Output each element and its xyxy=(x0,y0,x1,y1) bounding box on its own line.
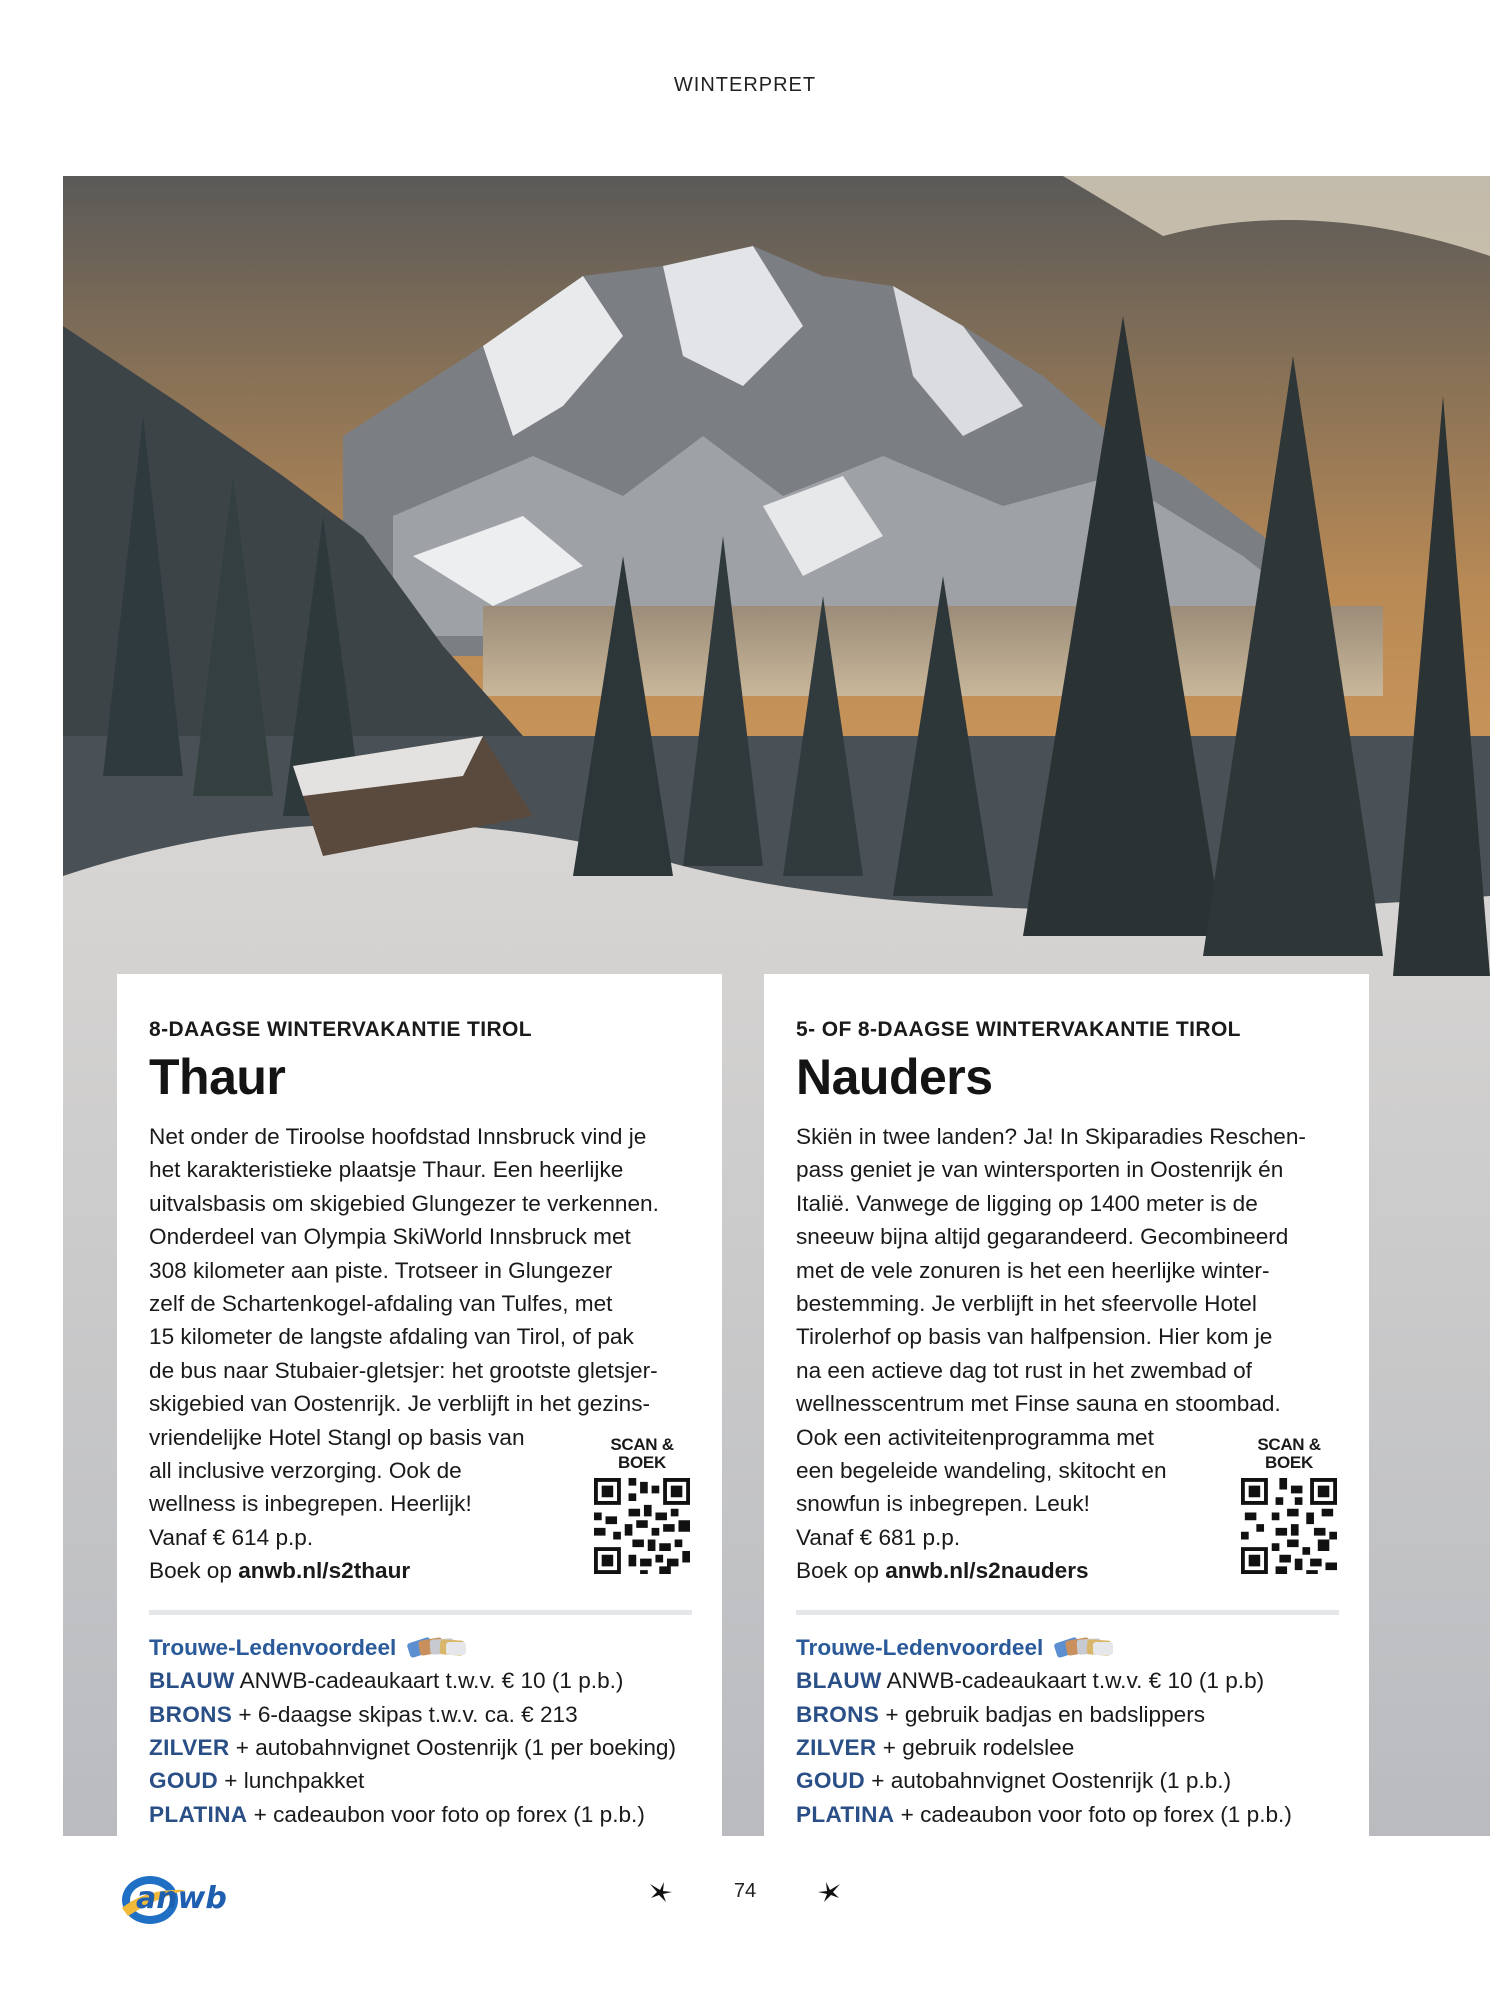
book-prefix: Boek op xyxy=(796,1558,879,1584)
description-line: de bus naar Stubaier-gletsjer: het grootste gletsjer- xyxy=(149,1357,658,1383)
member-benefits xyxy=(149,1631,692,1831)
offer-title: Thaur xyxy=(149,1049,286,1105)
description-line: wellness is inbegrepen. Heerlijk! xyxy=(149,1491,472,1517)
scan-and-book xyxy=(1239,1436,1339,1583)
qr-code-icon[interactable] xyxy=(1241,1478,1337,1574)
benefit-text: + cadeaubon voor foto op forex (1 p.b.) xyxy=(247,1801,645,1827)
description-line: Onderdeel van Olympia SkiWorld Innsbruck met xyxy=(149,1224,631,1250)
benefit-text: + gebruik badjas en badslippers xyxy=(879,1701,1206,1727)
benefit-text: + cadeaubon voor foto op forex (1 p.b.) xyxy=(894,1801,1292,1827)
description-line: wellnesscentrum met Finse sauna en stoombad. xyxy=(796,1391,1281,1417)
tier-label: GOUD xyxy=(149,1768,218,1794)
benefit-row xyxy=(796,1798,1339,1831)
member-benefits-heading: Trouwe-Ledenvoordeel xyxy=(796,1634,1044,1660)
book-prefix: Boek op xyxy=(149,1558,232,1584)
benefit-row xyxy=(796,1731,1339,1764)
scan-label-line: BOEK xyxy=(618,1453,666,1472)
benefit-text: + 6-daagse skipas t.w.v. ca. € 213 xyxy=(232,1701,578,1727)
tier-label: ZILVER xyxy=(149,1734,230,1760)
divider xyxy=(796,1610,1339,1615)
benefit-row xyxy=(149,1664,692,1697)
tier-label: BRONS xyxy=(796,1701,880,1727)
benefit-text: + lunchpakket xyxy=(217,1768,365,1794)
member-benefits xyxy=(796,1631,1339,1831)
benefit-row xyxy=(796,1664,1339,1697)
scan-label xyxy=(592,1436,692,1472)
benefit-row xyxy=(796,1764,1339,1797)
offer-description xyxy=(149,1120,692,1588)
description-line: het karakteristieke plaatsje Thaur. Een heerlijke xyxy=(149,1157,624,1183)
scan-label xyxy=(1239,1436,1339,1472)
member-benefits-heading: Trouwe-Ledenvoordeel xyxy=(149,1634,397,1660)
page-number: 74 xyxy=(733,1880,757,1902)
description-line: skigebied van Oostenrijk. Je verblijft in het gezins- xyxy=(149,1391,651,1417)
description-line: Italië. Vanwege de ligging op 1400 meter is de xyxy=(796,1190,1258,1216)
benefit-text: + autobahnvignet Oostenrijk (1 per boeking) xyxy=(229,1734,676,1760)
membership-cards-icon xyxy=(1053,1634,1115,1660)
benefit-row xyxy=(149,1698,692,1731)
member-benefits-title xyxy=(796,1631,1339,1664)
offer-kicker: 5- OF 8-DAAGSE WINTERVAKANTIE TIROL xyxy=(796,1018,1241,1041)
description-line: sneeuw bijna altijd gegarandeerd. Gecombineerd xyxy=(796,1224,1289,1250)
offer-price: Vanaf € 614 p.p. xyxy=(149,1524,314,1550)
description-line: Net onder de Tiroolse hoofdstad Innsbruck vind je xyxy=(149,1124,647,1149)
bird-icon xyxy=(648,1880,674,1904)
book-link[interactable]: anwb.nl/s2thaur xyxy=(238,1558,411,1584)
membership-cards-icon xyxy=(406,1634,468,1660)
tier-label: GOUD xyxy=(796,1768,865,1794)
divider xyxy=(149,1610,692,1615)
offer-description xyxy=(796,1120,1339,1588)
tier-label: PLATINA xyxy=(149,1801,248,1827)
description-line: Skiën in twee landen? Ja! In Skiparadies Reschen- xyxy=(796,1124,1306,1149)
benefit-row xyxy=(149,1764,692,1797)
description-line: all inclusive verzorging. Ook de xyxy=(149,1458,462,1484)
description-line: na een actieve dag tot rust in het zwembad of xyxy=(796,1357,1252,1383)
benefit-row xyxy=(149,1731,692,1764)
scan-label-line: SCAN & xyxy=(610,1435,674,1454)
description-line: Ook een activiteitenprogramma met xyxy=(796,1424,1154,1450)
tier-label: PLATINA xyxy=(796,1801,895,1827)
tier-label: BRONS xyxy=(149,1701,233,1727)
qr-code-icon[interactable] xyxy=(594,1478,690,1574)
description-line: bestemming. Je verblijft in het sfeervolle Hotel xyxy=(796,1291,1257,1317)
offer-price: Vanaf € 681 p.p. xyxy=(796,1524,961,1550)
offer-title: Nauders xyxy=(796,1049,993,1105)
description-line: snowfun is inbegrepen. Leuk! xyxy=(796,1491,1090,1517)
offer-card-nauders xyxy=(764,974,1369,1836)
benefit-text: ANWB-cadeaukaart t.w.v. € 10 (1 p.b.) xyxy=(234,1668,624,1694)
description-line: uitvalsbasis om skigebied Glungezer te verkennen. xyxy=(149,1190,659,1216)
description-line: met de vele zonuren is het een heerlijke winter- xyxy=(796,1257,1270,1283)
benefit-text: ANWB-cadeaukaart t.w.v. € 10 (1 p.b) xyxy=(881,1668,1265,1694)
logo-text: anwb xyxy=(136,1881,227,1916)
book-link[interactable]: anwb.nl/s2nauders xyxy=(885,1558,1089,1584)
offer-kicker: 8-DAAGSE WINTERVAKANTIE TIROL xyxy=(149,1018,532,1041)
bird-icon xyxy=(816,1880,842,1904)
description-line: Tirolerhof op basis van halfpension. Hier kom je xyxy=(796,1324,1273,1350)
tier-label: BLAUW xyxy=(796,1668,882,1694)
benefit-text: + gebruik rodelslee xyxy=(876,1734,1075,1760)
description-line: zelf de Schartenkogel-afdaling van Tulfes, met xyxy=(149,1291,613,1317)
offer-card-thaur xyxy=(117,974,722,1836)
benefit-text: + autobahnvignet Oostenrijk (1 p.b.) xyxy=(864,1768,1232,1794)
scan-label-line: SCAN & xyxy=(1257,1435,1321,1454)
anwb-logo[interactable] xyxy=(116,1868,246,1930)
description-line: een begeleide wandeling, skitocht en xyxy=(796,1458,1167,1484)
member-benefits-title xyxy=(149,1631,692,1664)
tier-label: BLAUW xyxy=(149,1668,235,1694)
description-line: 15 kilometer de langste afdaling van Tirol, of pak xyxy=(149,1324,634,1350)
section-title: WINTERPRET xyxy=(673,74,817,96)
description-line: pass geniet je van wintersporten in Oostenrijk én xyxy=(796,1157,1284,1183)
tier-label: ZILVER xyxy=(796,1734,877,1760)
description-line: 308 kilometer aan piste. Trotseer in Glungezer xyxy=(149,1257,613,1283)
scan-and-book xyxy=(592,1436,692,1583)
benefit-row xyxy=(149,1798,692,1831)
description-line: vriendelijke Hotel Stangl op basis van xyxy=(149,1424,525,1450)
benefit-row xyxy=(796,1698,1339,1731)
scan-label-line: BOEK xyxy=(1265,1453,1313,1472)
